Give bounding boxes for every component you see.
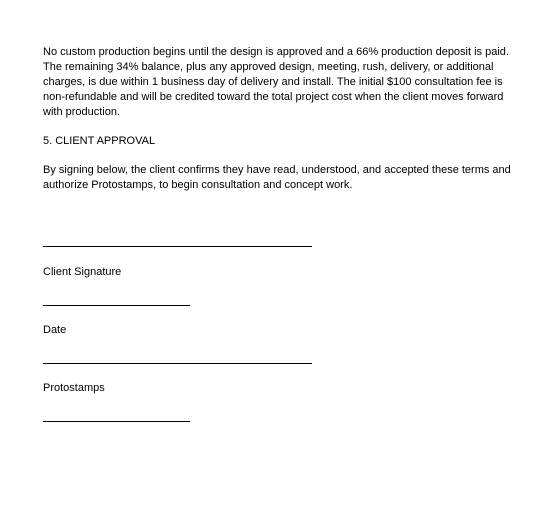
client-date-line[interactable] — [43, 305, 190, 306]
company-date-line[interactable] — [43, 421, 190, 422]
date-label: Date — [43, 324, 67, 336]
company-signature-line[interactable] — [43, 363, 312, 364]
client-signature-label: Client Signature — [43, 266, 122, 278]
approval-paragraph: By signing below, the client confirms they have read, understood, and accepted these terms and authorize Protostamps, to begin consultation and concept work. — [43, 164, 511, 191]
company-label: Protostamps — [43, 382, 105, 394]
client-signature-line[interactable] — [43, 246, 312, 247]
document-body — [43, 45, 518, 193]
payment-terms-paragraph: No custom production begins until the design is approved and a 66% production deposit is paid. The remaining 34% balance, plus any approved design, meeting, rush, delivery, or additional charges, is due within 1 business day of delivery and install. The initial $100 consultation fee is non-refundable and will be credited toward the total project cost when the client moves forward with production. — [43, 46, 509, 118]
section-heading-client-approval: 5. CLIENT APPROVAL — [43, 135, 156, 147]
